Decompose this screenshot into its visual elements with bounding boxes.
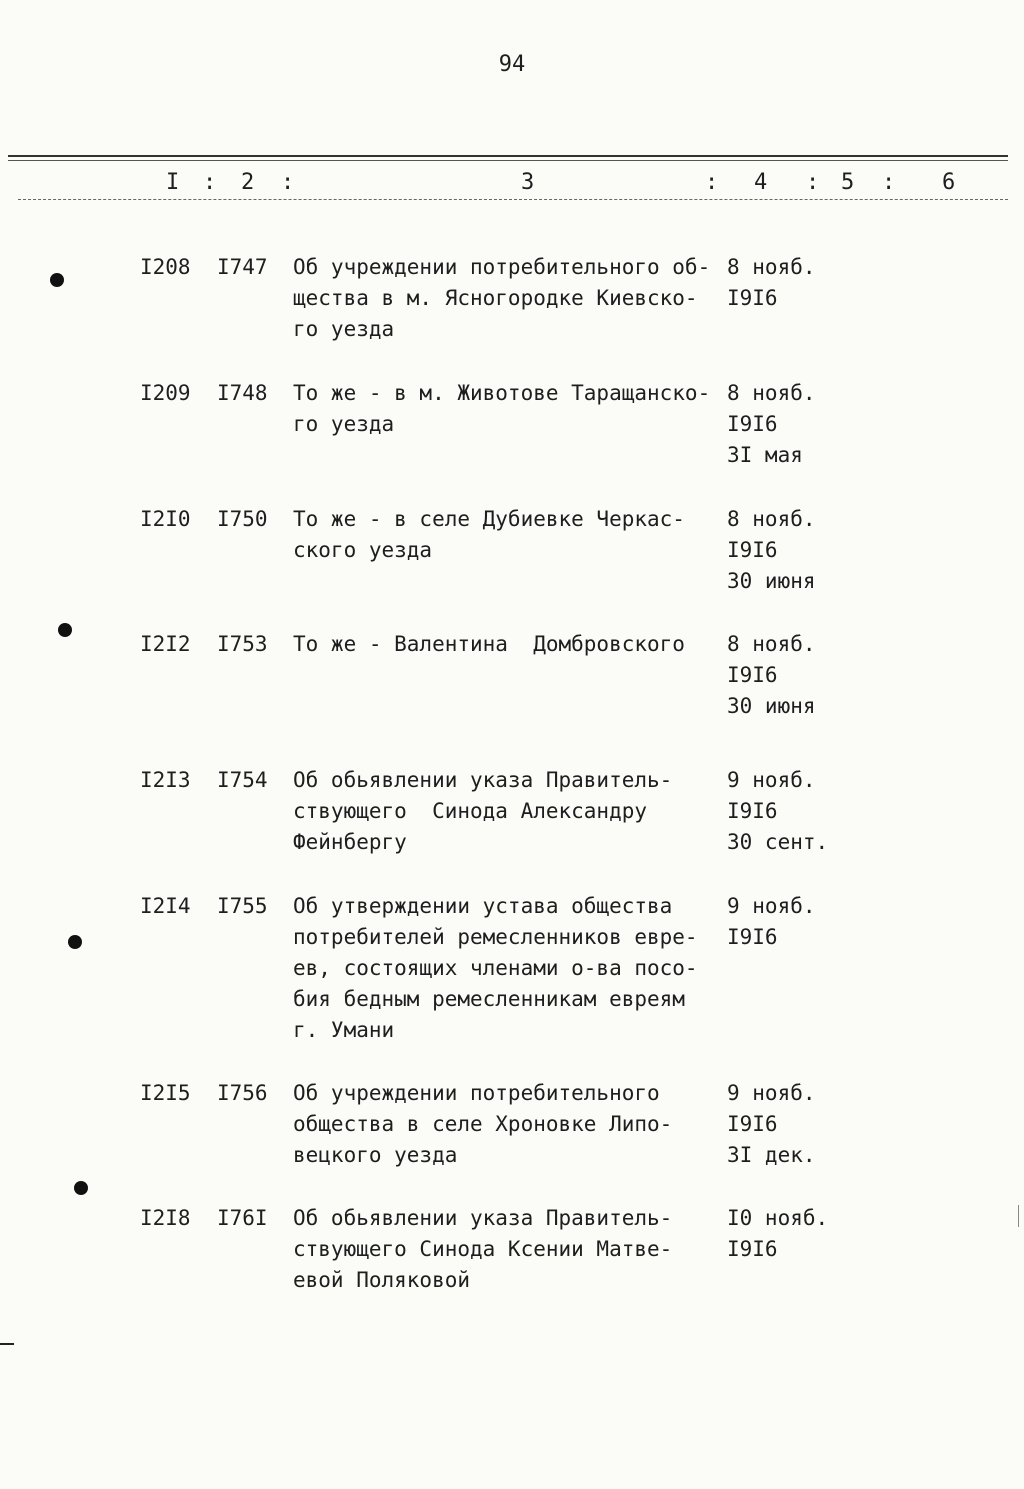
entry-description (293, 891, 723, 1046)
margin-mark (0, 1343, 14, 1345)
entry-dates (727, 504, 867, 597)
date-line: I9I6 (727, 1112, 778, 1136)
date-line: 9 нояб. (727, 1081, 816, 1105)
file-number: I754 (217, 768, 268, 792)
date-line: I9I6 (727, 663, 778, 687)
header-col-1: I (166, 170, 180, 195)
entry-number: I2I5 (140, 1081, 191, 1105)
entry-description (293, 378, 723, 440)
punch-hole (68, 935, 82, 949)
date-line: 8 нояб. (727, 632, 816, 656)
entry-dates (727, 765, 867, 858)
description-line: Об утверждении устава общества (293, 894, 673, 918)
entry-description (293, 765, 723, 858)
description-line: го уезда (293, 412, 395, 436)
date-line: 9 нояб. (727, 768, 816, 792)
date-line: 3I мая (727, 443, 803, 467)
date-line: I9I6 (727, 925, 778, 949)
description-line: го уезда (293, 317, 395, 341)
description-line: То же - Валентина Домбровского (293, 632, 685, 656)
entry-dates (727, 1203, 867, 1265)
date-line: I0 нояб. (727, 1206, 829, 1230)
file-number: I76I (217, 1206, 268, 1230)
entry-dates (727, 629, 867, 722)
header-separator: : (705, 170, 719, 195)
header-col-6: 6 (942, 170, 956, 195)
date-line: 8 нояб. (727, 507, 816, 531)
date-line: 3I дек. (727, 1143, 816, 1167)
date-line: 30 июня (727, 694, 816, 718)
file-number: I750 (217, 507, 268, 531)
entry-number: I209 (140, 381, 191, 405)
description-line: вецкого уезда (293, 1143, 458, 1167)
table-top-rule (8, 155, 1008, 157)
description-line: г. Умани (293, 1018, 395, 1042)
date-line: 8 нояб. (727, 381, 816, 405)
description-line: бия бедным ремесленникам евреям (293, 987, 685, 1011)
description-line: ствующего Синода Александру (293, 799, 648, 823)
date-line: 30 июня (727, 569, 816, 593)
date-line: 8 нояб. (727, 255, 816, 279)
date-line: I9I6 (727, 286, 778, 310)
entry-number: I2I3 (140, 768, 191, 792)
description-line: потребителей ремесленников евре- (293, 925, 698, 949)
description-line: То же - в м. Животове Таращанско- (293, 381, 711, 405)
description-line: Об учреждении потребительного об- (293, 255, 711, 279)
description-line: ев, состоящих членами о-ва посо- (293, 956, 698, 980)
file-number: I755 (217, 894, 268, 918)
description-line: То же - в селе Дубиевке Черкас- (293, 507, 685, 531)
entry-number: I208 (140, 255, 191, 279)
file-number: I748 (217, 381, 268, 405)
edge-mark (1018, 1205, 1019, 1227)
entry-dates (727, 378, 867, 471)
file-number: I753 (217, 632, 268, 656)
date-line: 9 нояб. (727, 894, 816, 918)
date-line: I9I6 (727, 799, 778, 823)
header-separator: : (882, 170, 896, 195)
entry-dates (727, 252, 867, 314)
description-line: ствующего Синода Ксении Матве- (293, 1237, 673, 1261)
table-top-rule-thin (8, 160, 1008, 161)
description-line: евой Поляковой (293, 1268, 471, 1292)
punch-hole (74, 1181, 88, 1195)
entry-number: I2I0 (140, 507, 191, 531)
entry-description (293, 504, 723, 566)
entry-number: I2I4 (140, 894, 191, 918)
description-line: Об обьявлении указа Правитель- (293, 768, 673, 792)
entry-dates (727, 891, 867, 953)
file-number: I747 (217, 255, 268, 279)
header-col-4: 4 (754, 170, 768, 195)
entry-dates (727, 1078, 867, 1171)
date-line: I9I6 (727, 1237, 778, 1261)
description-line: общества в селе Хроновке Липо- (293, 1112, 673, 1136)
file-number: I756 (217, 1081, 268, 1105)
description-line: Об учреждении потребительного (293, 1081, 660, 1105)
header-separator: : (203, 170, 217, 195)
date-line: I9I6 (727, 538, 778, 562)
header-col-2: 2 (241, 170, 255, 195)
description-line: Об обьявлении указа Правитель- (293, 1206, 673, 1230)
entry-description (293, 1203, 723, 1296)
entry-number: I2I2 (140, 632, 191, 656)
header-separator: : (281, 170, 295, 195)
description-line: щества в м. Ясногородке Киевско- (293, 286, 698, 310)
entry-number: I2I8 (140, 1206, 191, 1230)
header-col-3: 3 (521, 170, 535, 195)
punch-hole (58, 623, 72, 637)
header-col-5: 5 (841, 170, 855, 195)
table-header-rule (18, 199, 1008, 200)
date-line: I9I6 (727, 412, 778, 436)
header-separator: : (806, 170, 820, 195)
description-line: Фейнбергу (293, 830, 407, 854)
page-number: 94 (498, 52, 526, 77)
entry-description (293, 629, 723, 660)
description-line: ского уезда (293, 538, 433, 562)
date-line: 30 сент. (727, 830, 829, 854)
punch-hole (50, 273, 64, 287)
entry-description (293, 252, 723, 345)
entry-description (293, 1078, 723, 1171)
